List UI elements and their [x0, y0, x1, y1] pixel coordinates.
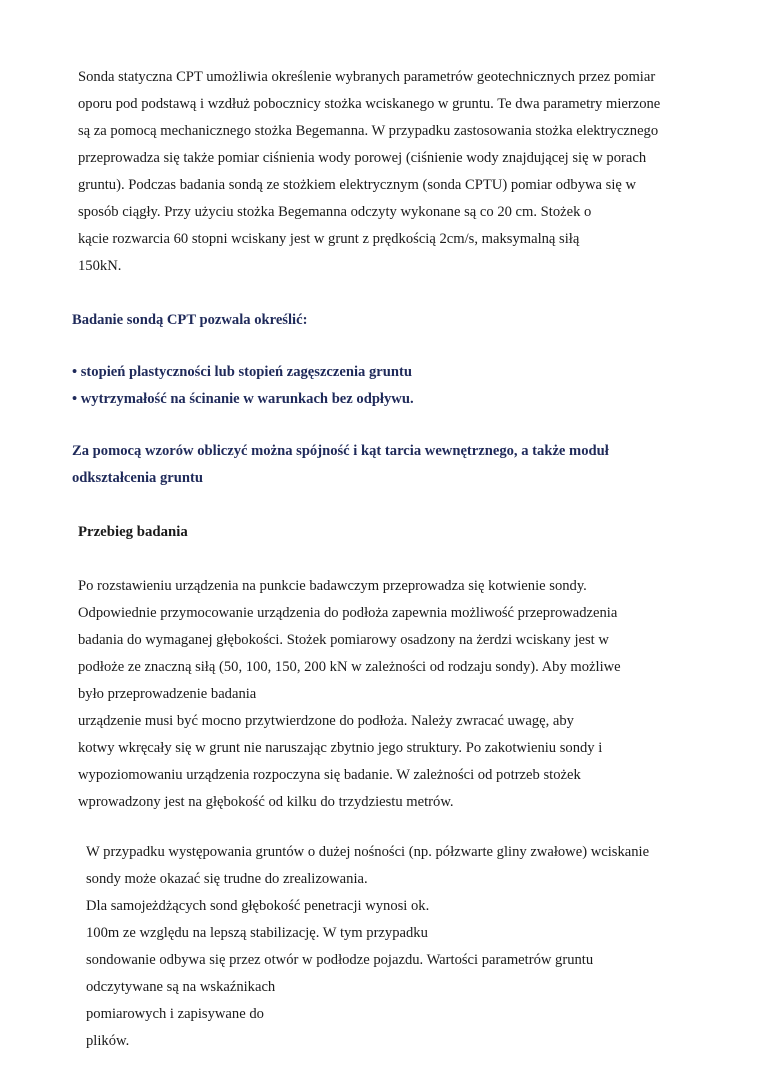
soils-line: W przypadku występowania gruntów o dużej nośności (np. półzwarte gliny zwałowe) wciskanie: [86, 844, 650, 860]
process-line: urządzenie musi być mocno przytwierdzone do podłoża. Należy zwracać uwagę, aby: [78, 713, 574, 729]
process-line: było przeprowadzenie badania: [78, 686, 257, 702]
process-line: Odpowiednie przymocowanie urządzenia do podłoża zapewnia możliwość przeprowadzenia: [78, 605, 618, 621]
intro-line: 150kN.: [78, 258, 122, 274]
process-line: badania do wymaganej głębokości. Stożek pomiarowy osadzony na żerdzi wciskany jest w: [78, 632, 609, 648]
cpt-heading: Badanie sondą CPT pozwala określić:: [72, 312, 308, 328]
intro-line: sposób ciągły. Przy użyciu stożka Begemanna odczyty wykonane są co 20 cm. Stożek o: [78, 204, 592, 220]
formulas-line: Za pomocą wzorów obliczyć można spójność i kąt tarcia wewnętrznego, a także moduł: [72, 443, 609, 459]
soils-line: Dla samojeżdżących sond głębokość penetracji wynosi ok.: [86, 898, 430, 914]
soils-line: odczytywane są na wskaźnikach: [86, 979, 276, 995]
intro-line: oporu pod podstawą i wzdłuż pobocznicy stożka wciskanego w gruntu. Te dwa parametry mierzone: [78, 96, 661, 112]
soils-line: pomiarowych i zapisywane do: [86, 1006, 264, 1022]
formulas-line: odkształcenia gruntu: [72, 470, 203, 486]
process-line: Po rozstawieniu urządzenia na punkcie badawczym przeprowadza się kotwienie sondy.: [78, 578, 587, 594]
intro-line: kącie rozwarcia 60 stopni wciskany jest w grunt z prędkością 2cm/s, maksymalną siłą: [78, 231, 580, 247]
soils-line: sondowanie odbywa się przez otwór w podłodze pojazdu. Wartości parametrów gruntu: [86, 952, 594, 968]
intro-line: Sonda statyczna CPT umożliwia określenie wybranych parametrów geotechnicznych przez pomiar: [78, 69, 656, 85]
intro-line: przeprowadza się także pomiar ciśnienia wody porowej (ciśnienie wody znajdującej się w porach: [78, 150, 647, 166]
soils-line: 100m ze względu na lepszą stabilizację. W tym przypadku: [86, 925, 428, 941]
list-item: • stopień plastyczności lub stopień zagęszczenia gruntu: [72, 364, 412, 380]
process-line: wprowadzony jest na głębokość od kilku do trzydziestu metrów.: [78, 794, 454, 810]
intro-line: gruntu). Podczas badania sondą ze stożkiem elektrycznym (sonda CPTU) pomiar odbywa się w: [78, 177, 637, 193]
list-item: • wytrzymałość na ścinanie w warunkach bez odpływu.: [72, 391, 414, 407]
process-line: podłoże ze znaczną siłą (50, 100, 150, 200 kN w zależności od rodzaju sondy). Aby możliwe: [78, 659, 621, 675]
process-line: wypoziomowaniu urządzenia rozpoczyna się badanie. W zależności od potrzeb stożek: [78, 767, 581, 783]
soils-line: sondy może okazać się trudne do zrealizowania.: [86, 871, 368, 887]
soils-line: plików.: [86, 1033, 130, 1049]
process-heading: Przebieg badania: [78, 524, 188, 540]
process-line: kotwy wkręcały się w grunt nie naruszając zbytnio jego struktury. Po zakotwieniu sondy i: [78, 740, 603, 756]
intro-line: są za pomocą mechanicznego stożka Begemanna. W przypadku zastosowania stożka elektrycznego: [78, 123, 659, 139]
